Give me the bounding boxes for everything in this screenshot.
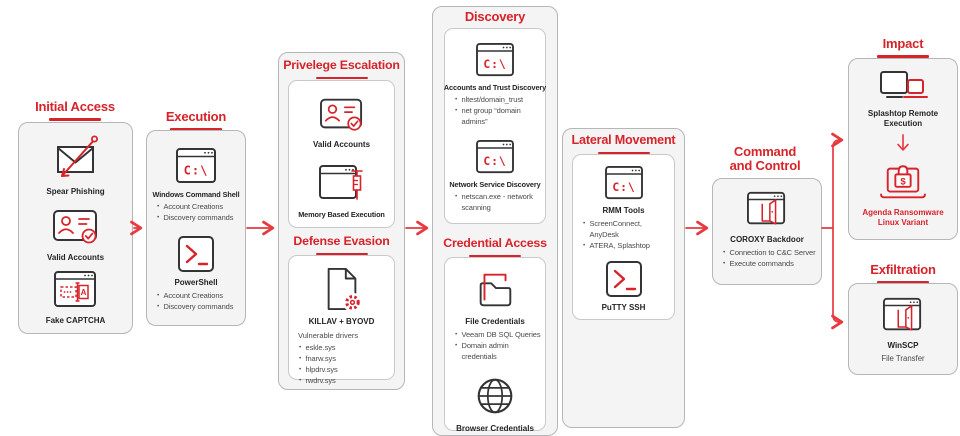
svg-text:$: $ [900, 176, 906, 188]
item-label: Spear Phishing [46, 186, 105, 196]
remote-screens-icon [875, 70, 931, 104]
id-card-check-icon [317, 93, 367, 135]
bullet-list: • Account Creations • Discovery commands [147, 199, 245, 224]
item-label: COROXY Backdoor [730, 235, 804, 244]
item-label: File Credentials [465, 317, 525, 326]
exfiltration-box [848, 283, 958, 375]
folder-icon [471, 268, 519, 312]
window-backdoor-icon [743, 190, 791, 230]
item-label: Valid Accounts [46, 252, 105, 262]
item-label: Network Service Discovery [449, 179, 541, 189]
item-label: Memory Based Execution [298, 209, 385, 219]
discovery-box [444, 28, 546, 224]
bullet-list: • eskle.sys • fnarw.sys • hlpdrv.sys • rwdrv.sys [289, 340, 394, 387]
item-label: PowerShell [174, 278, 218, 288]
command-prompt-window-icon [473, 42, 517, 78]
svg-text:C:\: C:\ [611, 180, 636, 195]
list-item [46, 265, 106, 326]
command-and-control-title: Command and Control [698, 145, 832, 180]
credential-access-box [444, 257, 546, 431]
lateral-movement-title: Lateral Movement [560, 134, 687, 154]
arrow-cnc-to-exfiltration [833, 228, 841, 322]
item-label: Fake CAPTCHA [45, 316, 106, 326]
impact-title: Impact [848, 37, 958, 58]
terminal-prompt-icon [174, 235, 218, 273]
item-label: KILLAV + BYOVD [308, 317, 375, 326]
ransom-laptop-lock-icon [876, 161, 930, 203]
svg-text:C:\: C:\ [483, 154, 507, 169]
terminal-prompt-icon [602, 260, 646, 298]
window-syringe-icon [317, 163, 365, 205]
bullet-list: • Veeam DB SQL Queries • Domain admin credentials [445, 327, 545, 363]
item-label: RMM Tools [602, 206, 645, 216]
item-label: Splashtop Remote Execution [867, 109, 939, 128]
document-gear-icon [321, 266, 363, 312]
list-item [147, 143, 245, 224]
item-label: Agenda Ransomware Linux Variant [862, 208, 944, 227]
initial-access-box [18, 122, 133, 334]
execution-title: Execution [144, 110, 248, 131]
item-label: WinSCP [887, 341, 919, 350]
list-item [47, 200, 104, 263]
arrow-cnc-to-impact [833, 140, 841, 228]
title-underline [316, 77, 368, 80]
list-item [313, 89, 370, 150]
impact-box [848, 58, 958, 240]
title-underline [49, 118, 101, 121]
down-arrow-icon [895, 134, 911, 154]
svg-text:A: A [81, 288, 87, 298]
privilege-escalation-box [288, 80, 395, 228]
item-label: Browser Credentials [456, 423, 534, 433]
defense-evasion-title: Defense Evasion [276, 235, 407, 255]
bullet-list: • nltest/domain_trust • net group “domain admins” [445, 92, 545, 128]
bullet-list: • Connection to C&C Server • Execute commands [713, 245, 821, 270]
exfiltration-title: Exfiltration [848, 263, 958, 284]
svg-text:C:\: C:\ [483, 57, 507, 72]
item-label: PuTTY SSH [601, 302, 646, 312]
command-prompt-window-icon [602, 165, 646, 201]
envelope-arrow-icon [49, 134, 101, 182]
execution-box [146, 130, 246, 326]
item-note: Vulnerable drivers [298, 331, 359, 340]
list-item [573, 161, 674, 252]
window-backdoor-icon [879, 296, 927, 336]
lateral-movement-box [572, 154, 675, 320]
bullet-list: • Account Creations • Discovery commands [147, 288, 245, 313]
command-prompt-window-icon [173, 147, 219, 185]
list-item [46, 130, 104, 197]
bullet-list: • netscan.exe - network scanning [445, 189, 545, 214]
defense-evasion-box [288, 255, 395, 385]
list-item [147, 231, 245, 313]
bullet-list: • ScreenConnect, AnyDesk • ATERA, Splashtop [573, 216, 674, 252]
captcha-browser-icon [50, 269, 100, 311]
list-item [602, 256, 646, 313]
globe-icon [472, 373, 518, 419]
initial-access-title: Initial Access [14, 100, 136, 121]
list-item [298, 159, 385, 219]
item-sublabel: File Transfer [881, 354, 925, 363]
discovery-title: Discovery [432, 10, 558, 31]
item-label: Windows Command Shell [152, 189, 240, 199]
list-item [445, 38, 545, 128]
item-label: Accounts and Trust Discovery [443, 83, 547, 93]
id-card-check-icon [50, 204, 102, 248]
command-and-control-box [712, 178, 822, 285]
command-prompt-window-icon [473, 139, 517, 175]
privilege-escalation-title: Privelege Escalation [276, 59, 407, 79]
list-item [445, 135, 545, 214]
credential-access-title: Credential Access [432, 237, 558, 257]
item-label: Valid Accounts [312, 140, 371, 150]
svg-text:C:\: C:\ [183, 163, 209, 178]
